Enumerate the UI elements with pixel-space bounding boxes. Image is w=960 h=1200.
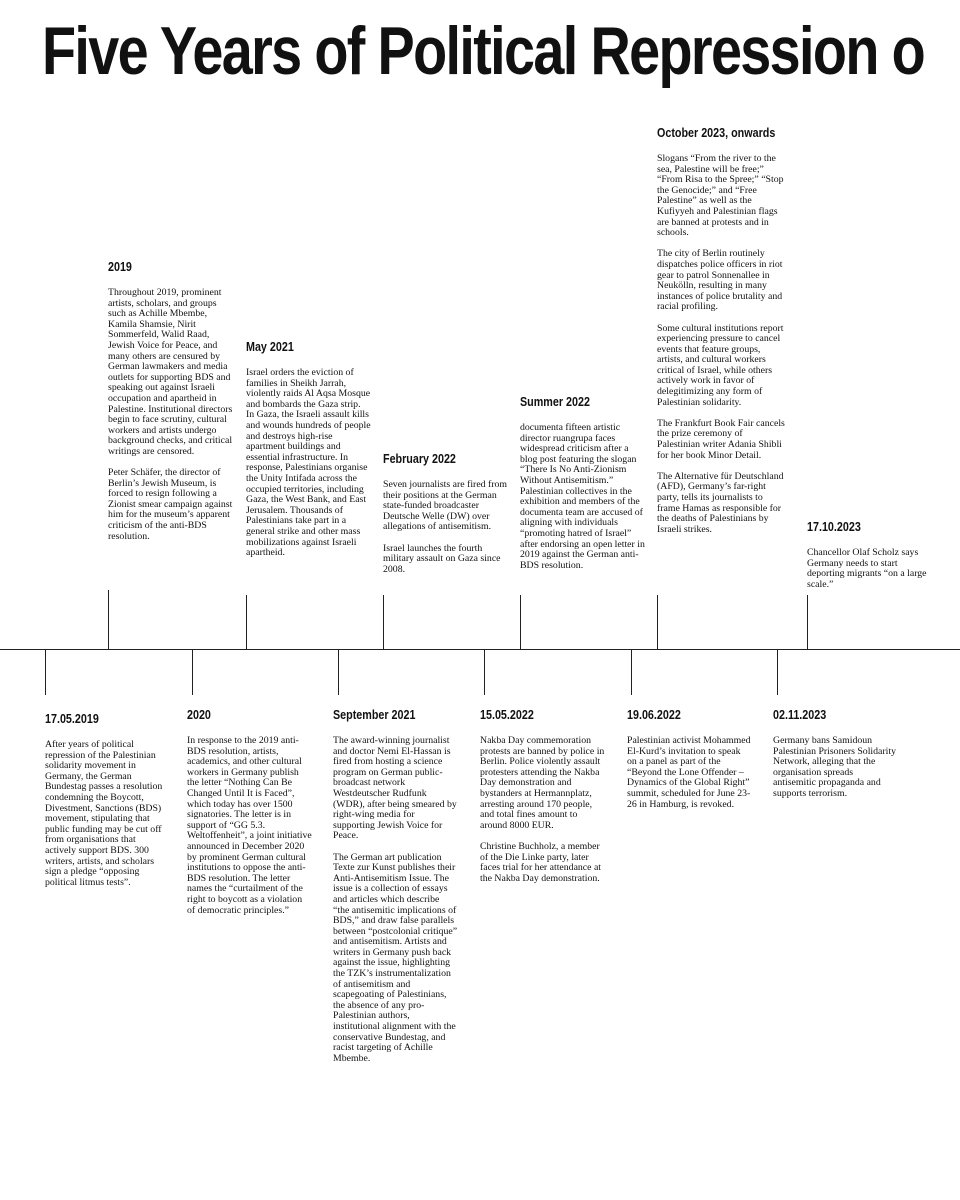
timeline-tick bbox=[383, 595, 384, 649]
entry-text: The Frankfurt Book Fair cancels the prize ceremony of Palestinian writer Adania Shibli for her book Minor Detail. bbox=[657, 417, 785, 461]
timeline-tick bbox=[484, 649, 485, 695]
timeline-entry bbox=[383, 452, 508, 575]
entry-text: Peter Schäfer, the director of Berlin’s Jewish Museum, is forced to resign following a Zionist smear campaign against him for the museum’s apparent criticism of the anti-BDS resolution. bbox=[108, 467, 233, 542]
entry-text: Palestinian activist Mohammed El-Kurd’s invitation to speak on a panel as part of the “Beyond the Lone Offender – Dynamics of the Global Right” summit, scheduled for June 23-26 in Hamburg, is revoked. bbox=[627, 735, 751, 810]
timeline-tick bbox=[520, 595, 521, 649]
entry-date: 02.11.2023 bbox=[773, 708, 827, 722]
entry-date: 17.05.2019 bbox=[45, 712, 99, 726]
timeline-entry bbox=[187, 708, 312, 916]
timeline-tick bbox=[657, 595, 658, 649]
entry-text: Some cultural institutions report experiencing pressure to cancel events that feature groups, artists, and cultural workers critical of Israel, while others actively work in favor of delegitimizing any form of Palestinian solidarity. bbox=[657, 322, 784, 408]
entry-text: documenta fifteen artistic director ruangrupa faces widespread criticism after a blog post featuring the slogan “There Is No Anti-Zionism Without Antisemitism.” Palestinian collectives in the exhibition and members of the documenta team are accused of aligning with individuals “promoting hatred of Israel” after endorsing an open letter in 2019 against the German anti-BDS resolution. bbox=[520, 422, 645, 571]
timeline-entry bbox=[108, 260, 233, 542]
entry-date: Summer 2022 bbox=[520, 395, 590, 409]
timeline-tick bbox=[246, 595, 247, 649]
entry-date: September 2021 bbox=[333, 708, 416, 722]
timeline-entry bbox=[627, 708, 752, 810]
timeline-tick bbox=[45, 649, 46, 695]
timeline-entry bbox=[807, 520, 927, 590]
timeline-tick bbox=[338, 649, 339, 695]
entry-text: Slogans “From the river to the sea, Palestine will be free;” “From Risa to the Spree;” “Stop the Genocide;” and “Free Palestine” as well as the Kufiyyeh and Palestinian flags are banned at protests and in schools. bbox=[657, 153, 784, 239]
entry-date: 19.06.2022 bbox=[627, 708, 681, 722]
timeline-entry bbox=[773, 708, 898, 800]
entry-text: Israel orders the eviction of families in Sheikh Jarrah, violently raids Al Aqsa Mosque and bombards the Gaza strip. In Gaza, the Israeli assault kills and wounds hundreds of people and destroys high-rise apartment buildings and essential infrastructure. In response, Palestinians organise the Unity Intifada across the occupied territories, including Gaza, the West Bank, and East Jerusalem. Thousands of Palestinians take part in a general strike and other mass mobilizations against Israeli apartheid. bbox=[246, 367, 371, 559]
entry-text: The German art publication Texte zur Kunst publishes their Anti-Antisemitism Issue. The issue is a collection of essays and articles which describe “the antisemitic implications of BDS,” and draw false parallels between “postcolonial critique” and antisemitism. Artists and writers in Germany push back against the issue, highlighting the TZK’s instrumentalization of antisemitism and scapegoating of Palestinians, the absence of any pro-Palestinian authors, institutional alignment with the conservative Bundestag, and racist targeting of Achille Mbembe. bbox=[333, 851, 458, 1064]
entry-text: Nakba Day commemoration protests are banned by police in Berlin. Police violently assault protesters attending the Nakba Day demonstration and bystanders at Hermannplatz, arresting around 170 people, and total fines amount to around 8000 EUR. bbox=[480, 735, 605, 831]
entry-date: 15.05.2022 bbox=[480, 708, 534, 722]
entry-text: In response to the 2019 anti-BDS resolution, artists, academics, and other cultural workers in Germany publish the letter “Nothing Can Be Changed Until It is Faced”, which today has over 1500 signatories. The letter is in support of “GG 5.3. Weltoffenheit”, a joint initiative announced in December 2020 by prominent German cultural institutions to oppose the anti-BDS resolution. The letter names the “curtailment of the right to boycott as a violation of democratic principles.” bbox=[187, 735, 312, 916]
page-title: Five Years of Political Repression o bbox=[42, 13, 925, 89]
entry-date: February 2022 bbox=[383, 452, 456, 466]
timeline-entry bbox=[657, 126, 785, 535]
timeline-entry bbox=[480, 708, 605, 884]
entry-text: Seven journalists are fired from their positions at the German state-funded broadcaster Deutsche Welle (DW) over allegations of antisemitism. bbox=[383, 479, 508, 533]
entry-text: After years of political repression of the Palestinian solidarity movement in Germany, the German Bundestag passes a resolution condemning the Boycott, Divestment, Sanctions (BDS) movement, stipulating that public funding may be cut off from organisations that actively support BDS. 300 writers, artists, and scholars sign a pledge “opposing political litmus tests”. bbox=[45, 739, 163, 888]
timeline-entry bbox=[45, 712, 167, 888]
timeline-entry bbox=[333, 708, 458, 1064]
entry-text: Chancellor Olaf Scholz says Germany needs to start deporting migrants “on a large scale.” bbox=[807, 547, 927, 590]
entry-text: The award-winning journalist and doctor Nemi El-Hassan is fired from hosting a science program on German public-broadcast network Westdeutscher Rudfunk (WDR), after being smeared by right-wing media for supporting Jewish Voice for Peace. bbox=[333, 735, 457, 842]
timeline-entry bbox=[246, 340, 371, 559]
timeline-tick bbox=[777, 649, 778, 695]
timeline-tick bbox=[807, 595, 808, 649]
timeline-axis bbox=[0, 649, 960, 650]
timeline-tick bbox=[631, 649, 632, 695]
timeline-tick bbox=[192, 649, 193, 695]
entry-text: The Alternative für Deutschland (AFD), Germany’s far-right party, tells its journalists to frame Hamas as responsible for the deaths of Palestinians by Israeli strikes. bbox=[657, 470, 784, 535]
timeline-tick bbox=[108, 590, 109, 649]
entry-text: Israel launches the fourth military assault on Gaza since 2008. bbox=[383, 542, 501, 575]
entry-date: 17.10.2023 bbox=[807, 520, 861, 534]
entry-date: May 2021 bbox=[246, 340, 294, 354]
entry-text: Christine Buchholz, a member of the Die Linke party, later faces trial for her attendance at the Nakba Day demonstration. bbox=[480, 840, 602, 884]
entry-text: The city of Berlin routinely dispatches police officers in riot gear to patrol Sonnenallee in Neukölln, resulting in many instances of police brutality and racial profiling. bbox=[657, 248, 783, 313]
entry-date: 2020 bbox=[187, 708, 211, 722]
timeline-entry bbox=[520, 395, 648, 571]
entry-date: 2019 bbox=[108, 260, 132, 274]
entry-text: Throughout 2019, prominent artists, scholars, and groups such as Achille Mbembe, Kamila Shamsie, Nirit Sommerfeld, Walid Raad, Jewish Voice for Peace, and many others are censured by German lawmakers and media outlets for supporting BDS and speaking out against Israeli occupation and apartheid in Palestine. Institutional directors begin to face scrutiny, cultural workers and artists undergo background checks, and critical writings are censored. bbox=[108, 287, 233, 457]
entry-date: October 2023, onwards bbox=[657, 126, 776, 140]
entry-text: Germany bans Samidoun Palestinian Prisoners Solidarity Network, alleging that the organisation spreads antisemitic propaganda and supports terrorism. bbox=[773, 735, 896, 799]
